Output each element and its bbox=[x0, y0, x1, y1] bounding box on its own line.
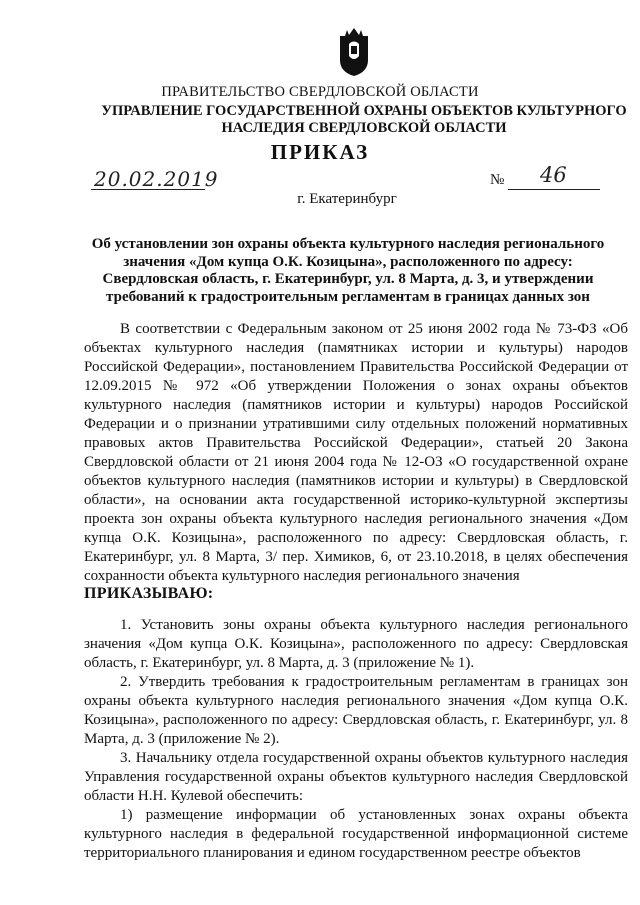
order-date: 20.02.2019 bbox=[94, 167, 219, 191]
number-underline bbox=[508, 189, 600, 190]
order-item: 3. Начальнику отдела государственной охраны объектов культурного наследия Управления государственной охраны объектов культурного наследия Свердловской области Н.Н. Кулевой обеспечить: bbox=[84, 750, 628, 804]
number-sign: № bbox=[490, 172, 505, 188]
city: г. Екатеринбург bbox=[297, 191, 397, 207]
date-underline bbox=[91, 189, 205, 190]
document-title: Об установлении зон охраны объекта культурного наследия регионального значения «Дом купца О.К. Козицына», расположенного по адресу: Свердловская область, г. Екатеринбург, ул. 8 Марта, д. 3, и утверждении требований к градостроительным регламентам в границах данных зон bbox=[91, 236, 605, 305]
document-type: ПРИКАЗ bbox=[270, 140, 370, 164]
order-item: 1) размещение информации об установленных зонах охраны объекта культурного наследия в федеральной государственной информационной системе территориального планирования и едином государственном реестре объектов bbox=[84, 807, 628, 861]
preamble-paragraph: В соответствии с Федеральным законом от 25 июня 2002 года № 73-ФЗ «Об объектах культурного наследия (памятниках истории и культуры) народов Российской Федерации», постановлением Правительства Российской Федерации от 12.09.2015 № 972 «Об утверждении Положения о зонах охраны объектов культурного наследия (памятников истории и культуры) народов Российской Федерации и о признании утратившими силу отдельных положений нормативных правовых актов Правительства Российской Федерации», статьей 20 Закона Свердловской области от 21 июня 2004 года № 12-ОЗ «О государственной охране объектов культурного наследия (памятников истории и культуры) в Свердловской области», на основании акта государственной историко-культурной экспертизы проекта зон охраны объекта культурного наследия регионального значения «Дом купца О.К. Козицына», расположенного по адресу: Свердловская область, г. Екатеринбург, ул. 8 Марта, 3/ пер. Химиков, 6, от 23.10.2018, в целях обеспечения сохранности объекта культурного наследия регионального значения bbox=[84, 321, 628, 584]
order-items bbox=[84, 616, 628, 863]
order-heading: ПРИКАЗЫВАЮ: bbox=[84, 585, 214, 602]
order-item: 2. Утвердить требования к градостроительным регламентам в границах зон охраны объекта культурного наследия регионального значения «Дом купца О.К. Козицына», расположенного по адресу: Свердловская область, г. Екатеринбург, ул. 8 Марта, д. 3 (приложение № 2). bbox=[84, 674, 628, 747]
order-item: 1. Установить зоны охраны объекта культурного наследия регионального значения «Дом купца О.К. Козицына», расположенного по адресу: Свердловская область, г. Екатеринбург, ул. 8 Марта, д. 3 (приложение № 1). bbox=[84, 617, 628, 671]
department-name: УПРАВЛЕНИЕ ГОСУДАРСТВЕННОЙ ОХРАНЫ ОБЪЕКТОВ КУЛЬТУРНОГО НАСЛЕДИЯ СВЕРДЛОВСКОЙ ОБЛАСТИ bbox=[101, 103, 627, 136]
government-name: ПРАВИТЕЛЬСТВО СВЕРДЛОВСКОЙ ОБЛАСТИ bbox=[161, 84, 479, 100]
coat-of-arms-icon bbox=[337, 26, 371, 78]
order-number: 46 bbox=[540, 163, 567, 187]
